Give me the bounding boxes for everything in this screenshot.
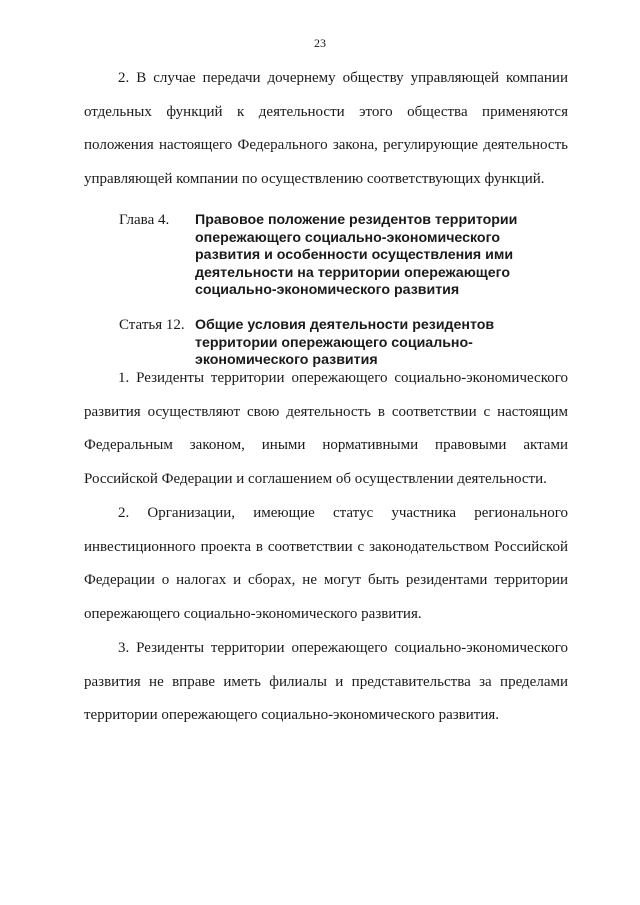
article-label: Статья 12.: [119, 317, 185, 333]
chapter-label: Глава 4.: [119, 212, 170, 228]
paragraph-intro: 2. В случае передачи дочернему обществу управляющей компании отдельных функций к деятельности этого общества применяются положения настоящего Федерального закона, регулирующие деятельность управляющей компании по осуществлению соответствующих функций.: [84, 70, 568, 187]
article-paragraph-1: 1. Резиденты территории опережающего социально-экономического развития осуществляют свою деятельность в соответствии с настоящим Федеральным законом, иными нормативными правовыми актами Российской Федерации и соглашением об осуществлении деятельности.: [84, 370, 568, 487]
chapter-heading: [119, 212, 565, 300]
page-number: 23: [314, 36, 326, 50]
article-paragraph-3: 3. Резиденты территории опережающего социально-экономического развития не вправе иметь филиалы и представительства за пределами территории опережающего социально-экономического развития.: [84, 640, 568, 723]
article-title: Общие условия деятельности резидентов территории опережающего социально-экономического развития: [195, 317, 495, 368]
chapter-title: Правовое положение резидентов территории опережающего социально-экономического развития и особенности осуществления ими деятельности на территории опережающего социально-экономического развития: [195, 212, 518, 298]
article-paragraph-2: 2. Организации, имеющие статус участника регионального инвестиционного проекта в соответствии с законодательством Российской Федерации о налогах и сборах, не могут быть резидентами территории опережающего социально-экономического развития.: [84, 505, 568, 622]
